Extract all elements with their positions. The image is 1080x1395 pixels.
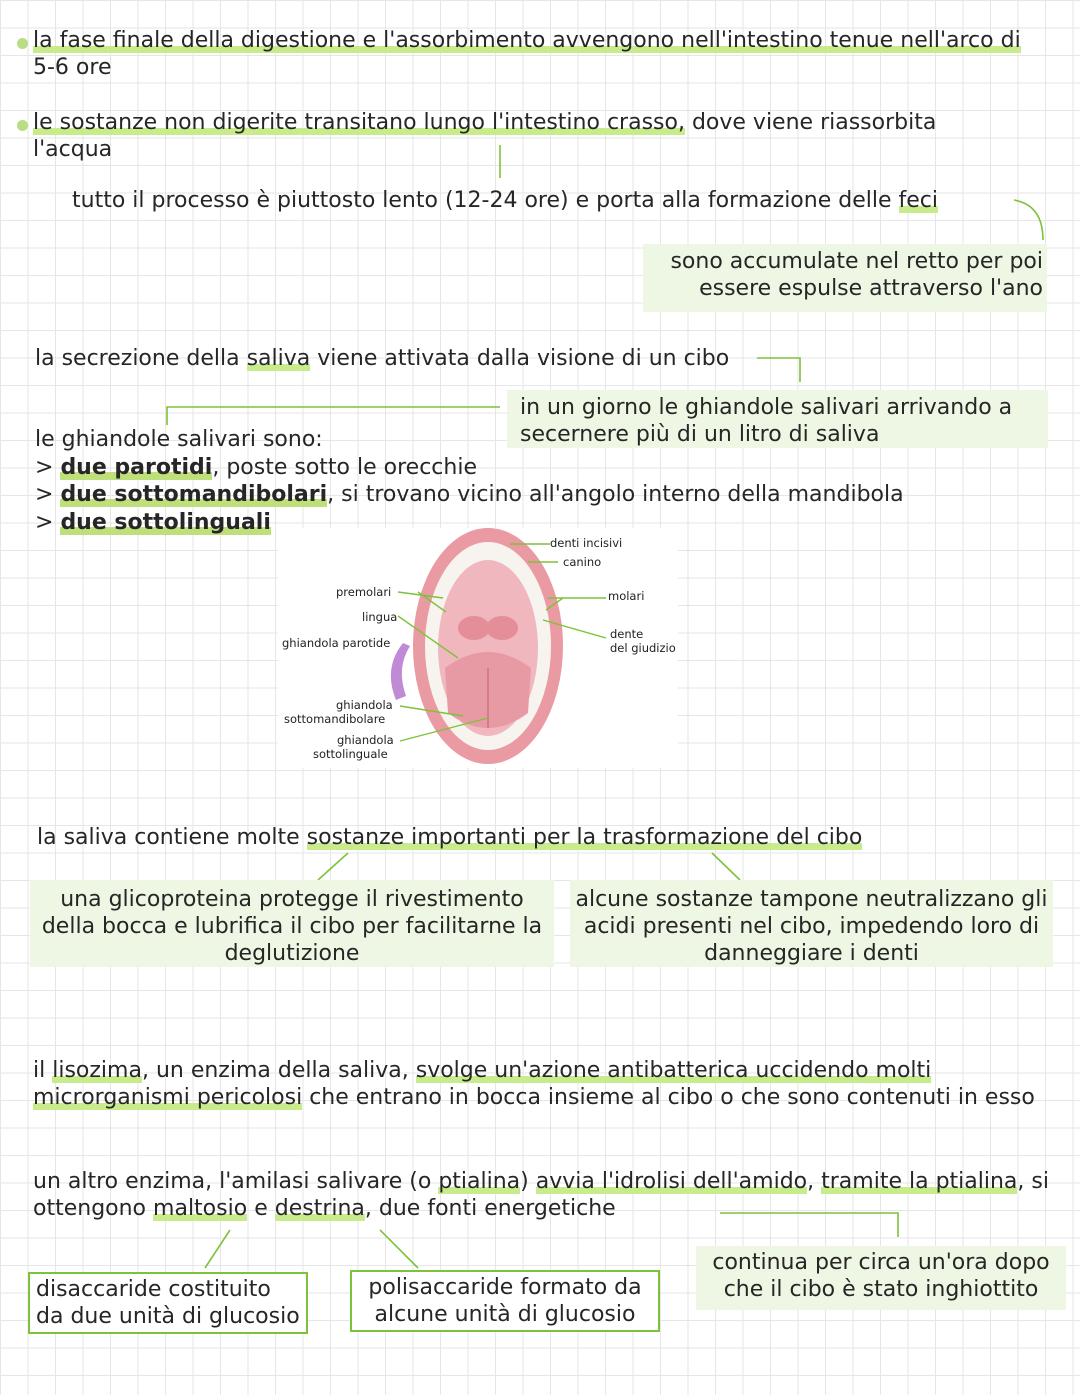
list-marker: > [35,510,54,535]
note-text: e [254,1196,268,1221]
bullet-dot [17,120,28,131]
box-maltosio [28,1272,308,1334]
highlight: sostanze importanti per la trasformazione del cibo [306,825,863,850]
mouth-figure [278,528,678,768]
highlight: maltosio [153,1196,248,1221]
connector-maltosio [205,1230,230,1268]
list-marker: > [35,482,54,507]
parotid-gland [391,643,410,700]
note-text: , due fonti energetiche [364,1196,616,1221]
note-text: dove viene riassorbita [691,110,937,135]
tonsil-left [458,616,490,640]
gland-sottomandibolari [35,481,904,508]
label-sottolinguale-2: sottolinguale [313,747,388,761]
connector-feci [1014,200,1043,240]
note-text: la secrezione della [35,346,240,371]
callout-line: in un giorno le ghiandole salivari arrivando a [520,395,1013,420]
list-marker: > [35,455,54,480]
label-molari: molari [608,589,645,603]
note-text: , si ottengono [33,1169,1049,1221]
note-amilasi [33,1168,1063,1222]
label-ghiandola-parotide: ghiandola parotide [282,636,391,650]
callout-ptialina [696,1246,1066,1310]
highlight: due parotidi [60,455,213,480]
highlight: le sostanze non digerite transitano lungo l'intestino crasso, [33,110,685,135]
note-text: , [807,1169,815,1194]
callout-tampone [570,880,1053,967]
highlight: lisozima [52,1058,142,1083]
note-intestino-crasso-end: l'acqua [33,137,113,162]
label-canino: canino [563,555,602,569]
note-text: , poste sotto le orecchie [212,455,477,480]
label-dente-giudizio-2: del giudizio [610,641,676,655]
box-text: disaccaride costituito da due unità di glucosio [36,1277,300,1329]
connector-glands [167,407,500,425]
callout-text: continua per circa un'ora dopo che il cibo è stato inghiottito [712,1250,1050,1302]
gland-sottolinguali [35,509,271,536]
label-sottomandibolare: ghiandola [336,698,393,712]
note-text: che entrano in bocca insieme al cibo o che sono contenuti in esso [309,1085,1035,1110]
highlight: destrina [274,1196,365,1221]
box-text: polisaccaride formato da alcune unità di glucosio [368,1275,642,1327]
bullet-dot [17,38,28,49]
note-intestino-tenue-end: 5-6 ore [33,55,112,80]
callout-text: una glicoproteina protegge il rivestimento della bocca e lubrifica il cibo per facilitarne la deglutizione [41,887,543,966]
highlight: svolge un'azione antibatterica uccidendo molti microrganismi pericolosi [33,1058,932,1110]
glands-intro: le ghiandole salivari sono: [35,427,323,452]
callout-litro-saliva [507,390,1048,448]
connector-saliva [757,358,800,382]
callout-feci [643,244,1047,312]
callout-line: essere espulse attraverso l'ano [699,276,1043,301]
highlight: saliva [246,346,311,371]
note-text: la saliva contiene molte [37,825,300,850]
label-sottomandibolare-2: sottomandibolare [284,712,386,726]
label-denti-incisivi: denti incisivi [550,536,623,550]
note-lisozima [33,1057,1043,1111]
connector-destrina [380,1230,418,1268]
highlight: avvia l'idrolisi dell'amido [535,1169,808,1194]
note-contenuto-saliva [37,824,862,851]
note-text: il [33,1058,46,1083]
label-dente-giudizio: dente [610,627,644,641]
label-sottolinguale: ghiandola [337,733,394,747]
note-text: ) [520,1169,529,1194]
note-text: viene attivata dalla visione di un cibo [317,346,730,371]
note-processo [72,187,938,214]
label-premolari: premolari [336,585,392,599]
callout-line: secernere più di un litro di saliva [520,422,880,447]
highlight: ptialina [438,1169,521,1194]
highlight: feci [898,188,938,213]
callout-glicoproteina [30,880,554,967]
note-intestino-crasso [33,109,936,136]
note-intestino-tenue [33,27,1021,54]
highlight: due sottolinguali [60,510,271,535]
note-secrezione-saliva [35,345,729,372]
gland-parotidi [35,454,477,481]
note-text: un altro enzima, l'amilasi salivare (o [33,1169,432,1194]
connector-glyco [318,853,348,880]
box-destrina [350,1270,660,1332]
note-text: , un enzima della saliva, [141,1058,409,1083]
tonsil-right [486,616,518,640]
label-lingua: lingua [362,610,398,624]
callout-line: sono accumulate nel retto per poi [670,249,1043,274]
note-text: tutto il processo è piuttosto lento (12-24 ore) e porta alla formazione delle [72,188,892,213]
highlight: tramite la ptialina [821,1169,1018,1194]
highlight: la fase finale della digestione e l'assorbimento avvengono nell'intestino tenue nell'arco di [33,28,1021,53]
note-text: , si trovano vicino all'angolo interno della mandibola [327,482,904,507]
connector-buffer [712,853,740,880]
callout-text: alcune sostanze tampone neutralizzano gli acidi presenti nel cibo, impedendo loro di danneggiare i denti [575,887,1048,966]
highlight: due sottomandibolari [60,482,328,507]
